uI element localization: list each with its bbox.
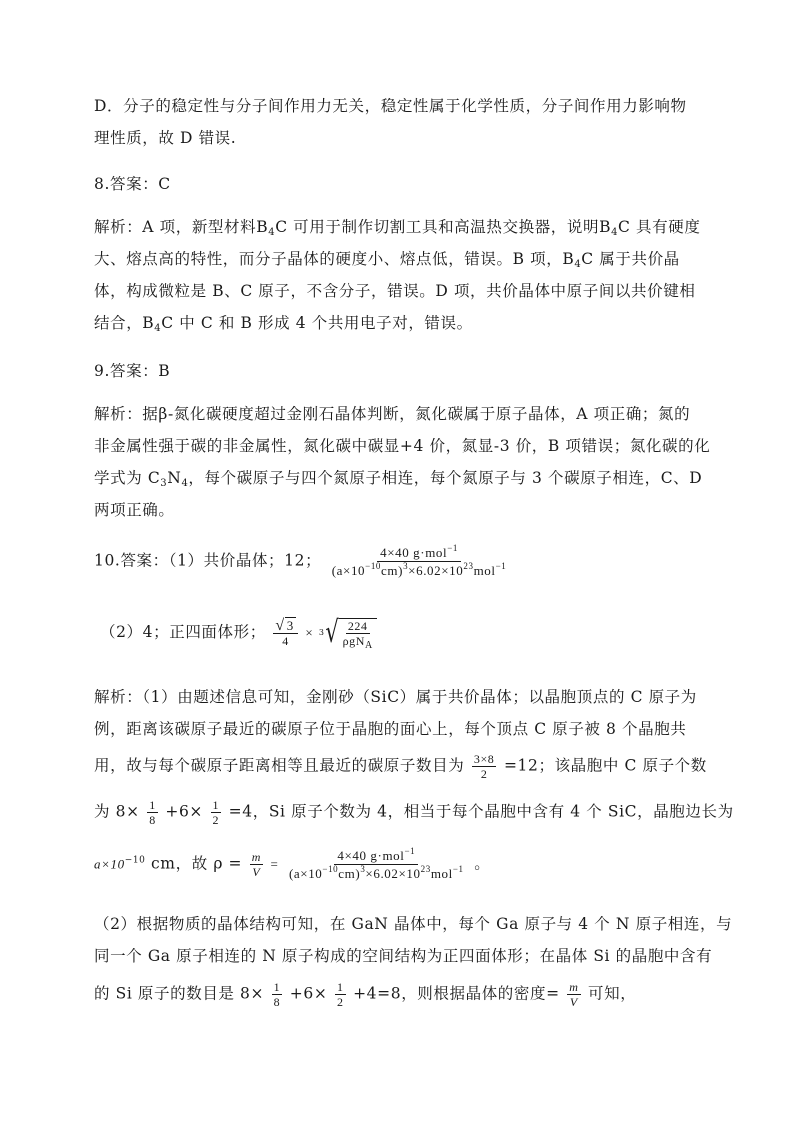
q10-analysis-line-5: $a\times 10^{-10}$ cm，故 ρ = $\frac{m}{V}$ = $\frac{4\times 40 g\cdot mol^{-1}}{(a\times 10^{-10}cm)^3\times 6.02\times 10^{23}mol^{-1}}$ 。 (94, 846, 491, 881)
q8-analysis-line-2: 大、熔点高的特性，而分子晶体的硬度小、熔点低，错误。B 项，$B_4C$ 属于共价晶 (94, 250, 680, 270)
sqrt3-over-4: $\frac{√ 3}{4}$ (273, 619, 298, 648)
option-d-line-2: 理性质，故 D 错误. (94, 129, 237, 147)
q10-answer-line-2: （2）4；正四面体形； $\frac{√ 3}{4}$ × 3 √ $\frac{224}{\rho gN_A}$ (100, 618, 377, 648)
q9-answer: 9.答案：B (94, 362, 171, 380)
density-fraction-2: $\frac{4\times 40 g\cdot mol^{-1}}{(a\times 10^{-10}cm)^3\times 6.02\times 10^{23}mol^{-1}}$ (288, 846, 464, 881)
q9-analysis-line-3: 学式为 $C_3N_4$，每个碳原子与四个氮原子相连，每个氮原子与 3 个碳原子相连，C、D (94, 469, 703, 489)
q9-analysis-line-4: 两项正确。 (94, 501, 175, 519)
cube-root-expression: 3 √ $\frac{224}{\rho gN_A}$ (319, 618, 377, 648)
q10-part2-line-2: 同一个 Ga 原子相连的 N 原子构成的空间结构为正四面体形；在晶体 Si 的晶胞中含有 (94, 947, 713, 965)
q10-analysis-line-1: 解析：（1）由题述信息可知，金刚砂（SiC）属于共价晶体；以晶胞顶点的 C 原子为 (94, 688, 697, 706)
q10-analysis-line-3: 用，故与每个碳原子距离相等且最近的碳原子数目为 $\frac{3\times 8}{2}$ =12；该晶胞中 C 原子个数 (94, 752, 707, 781)
q8-analysis-line-1: 解析：A 项，新型材料$B_4C$ 可用于制作切割工具和高温热交换器，说明$B_4C$ 具有硬度 (94, 218, 701, 238)
q9-analysis-line-1: 解析：据β-氮化碳硬度超过金刚石晶体判断，氮化碳属于原子晶体，A 项正确；氮的 (94, 405, 691, 423)
q10-analysis-line-2: 例，距离该碳原子最近的碳原子位于晶胞的面心上，每个顶点 C 原子被 8 个晶胞共 (94, 720, 687, 738)
q8-analysis-line-3: 体，构成微粒是 B、C 原子，不含分子，错误。D 项，共价晶体中原子间以共价键相 (94, 282, 696, 300)
option-d-line-1: D．分子的稳定性与分子间作用力无关，稳定性属于化学性质，分子间作用力影响物 (94, 97, 687, 115)
q8-answer: 8.答案：C (94, 175, 171, 193)
q10-answer-line-1: 10.答案：（1）共价晶体；12； $\frac{4\times 40 g\cdot mol^{-1}}{(a\times 10^{-10}cm)^3\times 6.02\times 10^{23}mol^{-1}}$ (94, 545, 511, 578)
q10-analysis-line-4: 为 8× $\frac{1}{8}$ +6× $\frac{1}{2}$ =4，Si 原子个数为 4，相当于每个晶胞中含有 4 个 SiC，晶胞边长为 (94, 798, 734, 827)
q10-part2-line-1: （2）根据物质的晶体结构可知，在 GaN 晶体中，每个 Ga 原子与 4 个 N 原子相连，与 (94, 915, 733, 933)
density-fraction-1: $\frac{4\times 40 g\cdot mol^{-1}}{(a\times 10^{-10}cm)^3\times 6.02\times 10^{23}mol^{-1}}$ (331, 543, 507, 578)
q9-analysis-line-2: 非金属性强于碳的非金属性，氮化碳中碳显+4 价，氮显-3 价，B 项错误；氮化碳的化 (94, 437, 711, 455)
q8-analysis-line-4: 结合，$B_4C$ 中 C 和 B 形成 4 个共用电子对，错误。 (94, 314, 473, 334)
q10-part2-line-3: 的 Si 原子的数目是 8× $\frac{1}{8}$ +6× $\frac{1}{2}$ +4=8，则根据晶体的密度= $\frac{m}{V}$ 可知， (94, 980, 637, 1009)
